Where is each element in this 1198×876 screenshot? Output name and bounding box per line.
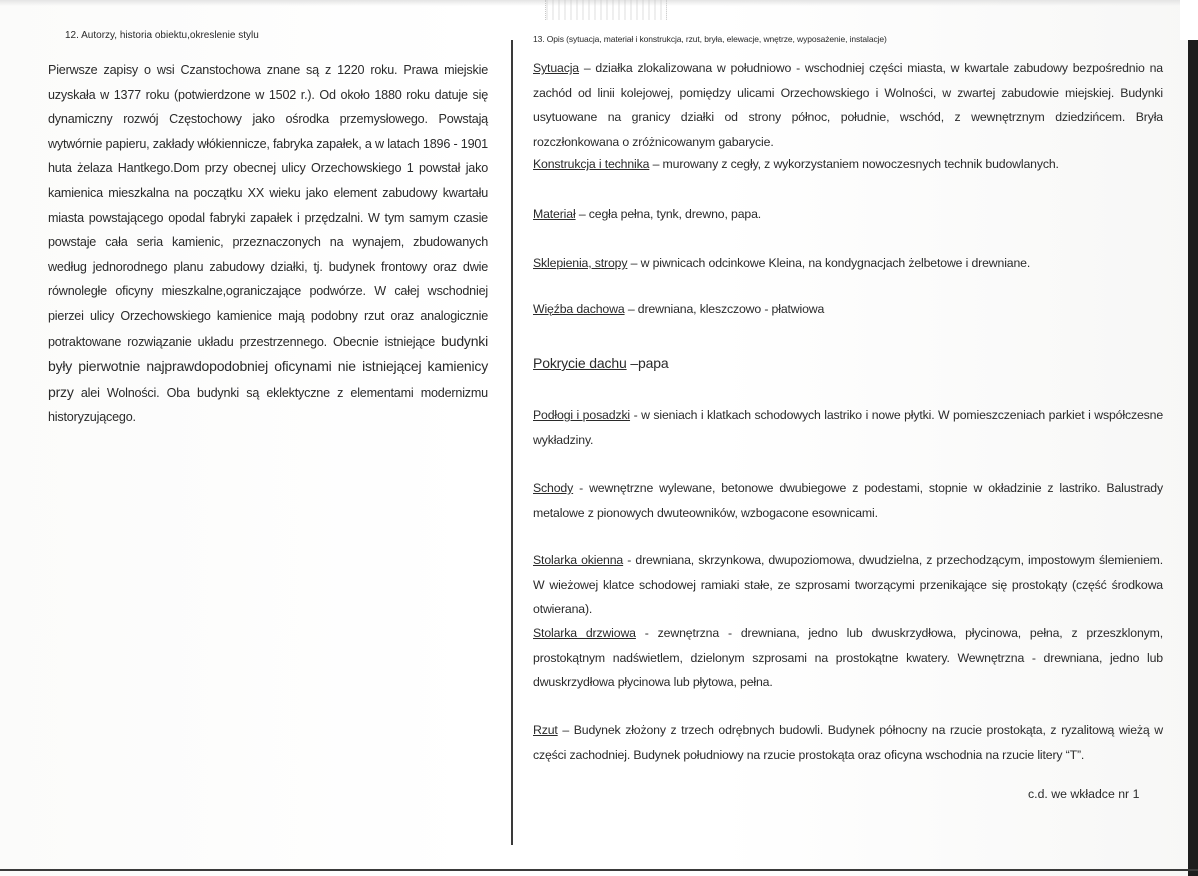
item-schody: [533, 476, 1163, 525]
left-page: [48, 30, 488, 430]
item-konstrukcja: [533, 152, 1163, 177]
history-text-end: alei Wolności. Oba budynki są eklektyczne z elementami modernizmu historyzującego.: [48, 385, 488, 425]
item-label: Schody: [533, 481, 574, 495]
history-text: Pierwsze zapisy o wsi Czanstochowa znane są z 1220 roku. Prawa miejskie uzyskała w 1377 roku (potwierdzone w 1502 r.). Od około 1880 roku datuje się dynamiczny rozwój Częstochowy jako ośrodka przemysłowego. Powstają wytwórnie papieru, zakłady włókiennicze, fabryka zapałek, a w latach 1896 - 1901 huta żelaza Hantkego.Dom przy obecnej ulicy Orzechowskiego 1 powstał jako kamienica mieszkalna na początku XX wieku jako element zabudowy kwartału miasta powstającego opodal fabryki zapałek i przędzalni. W tym samym czasie powstaje cała seria kamienic, przeznaczonych na wynajem, zbudowanych według jednorodnego planu zabudowy działki, tj. budynek frontowy oraz dwie równoległe oficyny mieszkalne,ograniczające podwórze. W całej wschodniej pierzei ulicy Orzechowskiego kamienice mają podobny rzut oraz analogicznie potraktowane rozwiązanie układu przestrzennego. Obecnie istniejące: [48, 63, 488, 349]
scan-right-edge: [1188, 0, 1198, 876]
item-text: - w sieniach i klatkach schodowych lastriko i nowe płytki. W pomieszczeniach parkiet i współczesne wykładziny.: [533, 408, 1164, 447]
continuation-note: c.d. we wkładce nr 1: [1028, 787, 1140, 801]
item-text: – drewniana, kleszczowo - płatwiowa: [624, 302, 825, 316]
item-text: –papa: [626, 355, 669, 371]
item-text: - zewnętrzna - drewniana, jedno lub dwuskrzydłowa, płycinowa, pełna, z przeszklonym, prostokątnym nadświetlem, dzielonym szprosami na prostokątne kwatery. Wewnętrzna - drewniana, jedno lub dwuskrzydłowa płycinowa lub płytowa, pełna.: [533, 626, 1163, 689]
item-label: Sytuacja: [533, 61, 579, 75]
item-podlogi: [533, 403, 1163, 452]
section-title-12: 12. Autorzy, historia obiektu,okreslenie stylu: [65, 30, 259, 41]
item-text: – w piwnicach odcinkowe Kleina, na kondygnacjach żelbetowe i drewniane.: [627, 256, 1031, 270]
item-text: - drewniana, skrzynkowa, dwupoziomowa, dwudzielna, z przechodzącym, impostowym ślemieniem. W wieżowej klatce schodowej ramiaki stałe, ze szprosami tworzącymi przenikające się prostokąty (część środkowa otwierana).: [533, 553, 1163, 616]
item-material: [533, 202, 1163, 227]
scan-artifact: [545, 0, 667, 20]
item-sklepienia: [533, 251, 1163, 276]
item-label: Podłogi i posadzki: [533, 408, 631, 422]
section-title-13: 13. Opis (sytuacja, materiał i konstrukcja, rzut, bryła, elewacje, wnętrze, wyposażenie, instalacje): [533, 34, 887, 44]
page-fold-line: [511, 40, 513, 845]
history-paragraph: [48, 58, 488, 430]
item-label: Stolarka drzwiowa: [533, 626, 636, 640]
item-label: Więźba dachowa: [533, 302, 625, 316]
item-label: Stolarka okienna: [533, 553, 624, 567]
right-page: [533, 34, 1164, 762]
item-stolarka-drzwiowa: [533, 621, 1163, 695]
item-text: – Budynek złożony z trzech odrębnych budowli. Budynek północny na rzucie prostokąta, z ryzalitową wieżą w części zachodniej. Budynek południowy na rzucie prostokąta oraz oficyna wschodnia na rzucie litery “T”.: [533, 723, 1163, 762]
item-rzut: [533, 718, 1163, 767]
item-label: Sklepienia, stropy: [533, 256, 628, 270]
page-bottom-line: [0, 869, 1198, 871]
item-wiezba: [533, 297, 1163, 322]
history-text-large: budynki były pierwotnie najprawdopodobniej oficynami nie istniejącej kamienicy przy: [48, 332, 488, 400]
item-text: – działka zlokalizowana w południowo - wschodniej części miasta, w kwartale zabudowy bezpośrednio na zachód od linii kolejowej, pomiędzy ulicami Orzechowskiego i Wolności, w zwartej zabudowie miejskiej. Budynki usytuowane na granicy działki od strony północ, południe, wschód, z wewnętrznym dziedzińcem. Bryła rozczłonkowana o zróżnicowanym gabarycie.: [533, 61, 1163, 149]
item-label: Materiał: [533, 207, 576, 221]
item-stolarka-okienna: [533, 548, 1163, 622]
scan-right-edge-gap: [1180, 0, 1198, 40]
item-text: – cegła pełna, tynk, drewno, papa.: [575, 207, 762, 221]
item-label: Konstrukcja i technika: [533, 157, 650, 171]
item-text: - wewnętrzne wylewane, betonowe dwubiegowe z podestami, stopnie w okładzinie z lastriko. Balustrady metalowe z pionowych dwuteowników, wzbogacone esownicami.: [533, 481, 1163, 520]
item-label: Rzut: [533, 723, 558, 737]
item-text: – murowany z cegły, z wykorzystaniem nowoczesnych technik budowlanych.: [649, 157, 1059, 171]
item-sytuacja: [533, 56, 1163, 154]
item-label: Pokrycie dachu: [533, 355, 627, 371]
item-pokrycie: [533, 351, 1163, 376]
